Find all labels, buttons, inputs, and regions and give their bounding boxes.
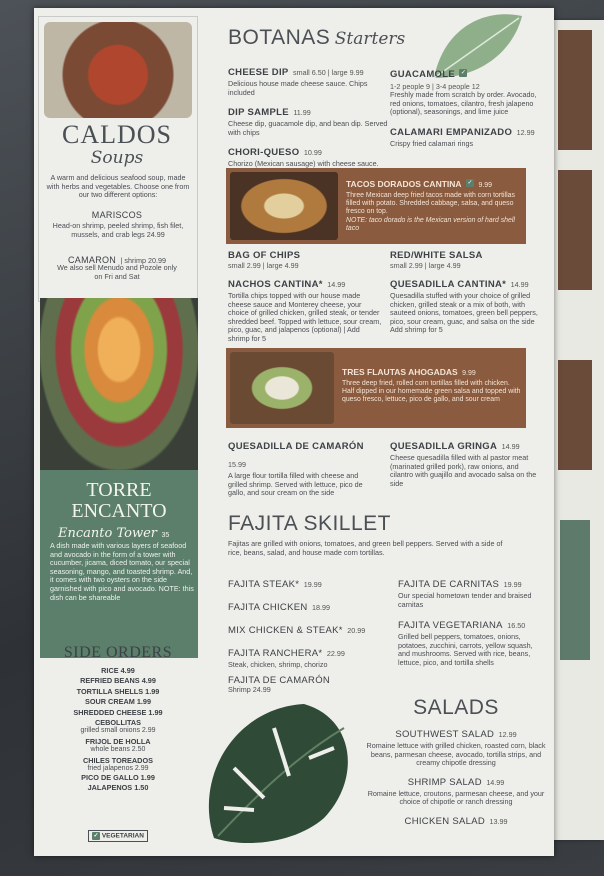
salads-title: SALADS [413, 696, 499, 719]
item-name: SHRIMP SALAD [407, 776, 482, 788]
menu-item [228, 574, 388, 592]
menu-item [366, 772, 546, 807]
item-name: QUESADILLA GRINGA [390, 441, 498, 452]
vegetarian-icon: ✓ [93, 833, 99, 839]
caldos-item-desc: Head-on shrimp, peeled shrimp, fish filet, mussels, and crab legs 24.99 [52, 221, 184, 239]
side-orders-title: SIDE ORDERS [63, 644, 173, 661]
torre-script: Encanto Tower [58, 526, 157, 541]
item-desc: Cheese dip, guacamole dip, and bean dip. Served with chips [228, 119, 388, 137]
caldos-description: A warm and delicious seafood soup, made with herbs and vegetables. Choose one from our two different options: [46, 173, 190, 200]
item-price: 13.99 [489, 816, 508, 826]
botanas-right-list [390, 64, 540, 148]
botanas-title: BOTANAS [228, 26, 331, 49]
side-item: CHILES TOREADOS [82, 756, 153, 766]
side-item: SHREDDED CHEESE 1.99 [73, 707, 163, 717]
botanas-left-list [228, 62, 388, 178]
side-item: PICO DE GALLO 1.99 [81, 773, 155, 783]
item-desc: Freshly made from scratch by order. Avocado, red onions, tomatoes, cilantro, fresh jalapeno (optional), seasonings, and lime juice [390, 90, 537, 117]
side-item: TORTILLA SHELLS 1.99 [76, 686, 160, 696]
item-desc: Romaine lettuce with grilled chicken, roasted corn, black beans, parmesan cheese, avocado, tortilla strips, and creamy chipotle dressing [366, 741, 546, 768]
item-price: 12.99 [498, 730, 517, 739]
item-price: 20.99 [347, 626, 366, 635]
item-price: 14.99 [327, 280, 346, 289]
item-name: QUESADILLA CANTINA* [390, 279, 507, 290]
item-price: 12.99 [516, 127, 535, 137]
menu-item [228, 675, 388, 695]
food-photo [558, 170, 592, 290]
item-desc: Tortilla chips topped with our house made cheese sauce and Monterey cheese, your choice of grilled chicken, grilled steak, or tender shredded beef. Topped with lettuce, sour cream, pico, guac, and jalapenos (optional) | Add shrimp for 5 [228, 291, 382, 343]
vegetarian-legend [88, 830, 148, 842]
item-price: 10.99 [303, 148, 322, 158]
vegetarian-label: VEGETARIAN [101, 832, 144, 840]
menu-item [390, 250, 540, 270]
tacos-photo [230, 172, 338, 240]
side-item: CEBOLLITAS [94, 718, 142, 728]
caldos-item-name: CAMARON [68, 255, 117, 265]
item-name: CHORI-QUESO [228, 147, 300, 159]
item-price: 22.99 [326, 649, 345, 658]
item-name: CHEESE DIP [228, 67, 289, 78]
menu-item [390, 436, 540, 488]
item-price: 9.99 [478, 182, 493, 189]
side-item: RICE 4.99 [101, 666, 135, 675]
flautas-text [342, 362, 522, 405]
vegetarian-icon: ✓ [460, 69, 466, 76]
item-desc: Crispy fried calamari rings [390, 138, 474, 148]
item-price: 19.99 [503, 580, 522, 589]
caldos-script: Soups [90, 148, 144, 168]
item-price: 9.99 [462, 370, 476, 377]
caldos-photo [44, 22, 192, 118]
menu-item [366, 724, 546, 768]
item-price: 1-2 people 9 | 3-4 people 12 [390, 82, 480, 91]
menu-item [366, 811, 546, 829]
menu-item [390, 274, 540, 335]
item-desc: Three Mexican deep fried tacos made with corn tortillas filled with potato. Shredded cabbage, salsa, and queso fresco on top. [346, 192, 515, 216]
caldos-item-name: MARISCOS [91, 210, 143, 220]
item-price: 11.99 [293, 108, 311, 118]
item-desc: Quesadilla stuffed with your choice of grilled chicken, grilled steak or a mix of both, with sauteed onions, tomatoes, green bell peppers, pico, sour cream, guac, and salsa on the side [390, 291, 538, 326]
menu-item [228, 62, 388, 97]
torre-photo [40, 298, 198, 470]
item-note: NOTE: taco dorado is the Mexican version of hard shell taco [346, 216, 515, 232]
item-price: small 2.99 | large 4.99 [228, 261, 299, 270]
item-desc: Three deep fried, rolled corn tortillas filled with chicken. Half dipped in our homemade green salsa and topped with queso fresco, lettuce, pico de gallo, and sour cream [342, 380, 521, 404]
item-name: CHICKEN SALAD [404, 815, 485, 827]
side-item: JALAPENOS 1.50 [87, 783, 149, 793]
item-price: small 6.50 | large 9.99 [293, 68, 364, 77]
item-desc: Grilled bell peppers, tomatoes, onions, potatoes, zucchini, carrots, yellow squash, and mushrooms. Served with rice, beans, lettuce, pico, and tortilla shells [398, 632, 533, 667]
item-price: 19.99 [303, 580, 322, 589]
torre-subtitle [58, 524, 198, 542]
menu-item [228, 597, 388, 615]
fajita-right-list [398, 574, 544, 668]
item-price: 18.99 [311, 603, 330, 612]
item-name: GUACAMOLE [390, 69, 455, 80]
item-desc: Romaine lettuce, croutons, parmesan cheese, and your choice of chipotle or ranch dressing [367, 788, 545, 807]
item-name: SOUTHWEST SALAD [395, 729, 495, 740]
tacos-text [346, 174, 522, 233]
side-item: SOUR CREAM 1.99 [84, 697, 152, 707]
salads-section [366, 696, 546, 829]
caldos-note: We also sell Menudo and Pozole only on Fri and Sat [57, 263, 177, 281]
item-price: 15.99 [228, 460, 246, 469]
torre-description: A dish made with various layers of seafood and avocado in the form of a tower with cucumber, jicama, diced tomato, our special seasoning, mango, and toasted shrimp. And, it comes with two oysters on the side garnished with pico and avocado. NOTE: this dish can be shareable [50, 541, 194, 602]
caldos-item-price: | shrimp 20.99 [120, 256, 166, 265]
item-name: NACHOS CANTINA* [228, 279, 323, 290]
item-price: 14.99 [486, 777, 505, 787]
item-price: small 2.99 | large 4.99 [390, 261, 461, 270]
side-item: FRIJOL DE HOLLA [85, 737, 151, 747]
menu-page [34, 8, 554, 856]
item-desc: Delicious house made cheese sauce. Chips included [228, 79, 368, 97]
menu-item [228, 250, 388, 270]
item-name: FAJITA RANCHERA* [228, 648, 323, 659]
item-name: TRES FLAUTAS AHOGADAS [342, 367, 458, 377]
torre-price: 35 [161, 532, 170, 539]
item-name: DIP SAMPLE [228, 107, 289, 119]
menu-item [228, 436, 376, 498]
next-menu-page [552, 20, 604, 840]
menu-item [228, 620, 388, 638]
item-price: 16.50 [507, 621, 526, 631]
menu-item [228, 643, 388, 670]
item-desc: A large flour tortilla filled with cheese and grilled shrimp. Served with lettuce, pico de gallo, and sour cream on the side [228, 471, 363, 498]
fajita-description: Fajitas are grilled with onions, tomatoes, and green bell peppers. Served with a side of rice, beans, salad, and house made corn tortillas. [228, 539, 503, 557]
food-photo [558, 30, 592, 150]
item-name: TACOS DORADOS CANTINA [346, 179, 462, 189]
menu-item [398, 574, 544, 609]
fajita-section [228, 512, 538, 557]
monstera-leaf-icon [194, 698, 364, 848]
item-name: CALAMARI EMPANIZADO [390, 126, 513, 138]
item-price: 14.99 [510, 280, 529, 289]
menu-item [390, 122, 540, 149]
menu-item [228, 102, 388, 137]
fajita-title: FAJITA SKILLET [228, 512, 392, 535]
item-name: BAG OF CHIPS [228, 250, 301, 261]
item-name: MIX CHICKEN & STEAK* [228, 625, 343, 636]
item-name: FAJITA CHICKEN [228, 602, 308, 613]
food-photo [558, 360, 592, 470]
caldos-title: CALDOS [61, 120, 172, 149]
item-name: FAJITA DE CARNITAS [398, 579, 500, 590]
menu-item [398, 615, 544, 667]
item-name: FAJITA STEAK* [228, 579, 300, 590]
botanas-heading [228, 26, 405, 50]
side-item-sub: whole beans 2.50 [90, 746, 146, 754]
torre-title: TORRE ENCANTO [71, 479, 167, 522]
vegetarian-icon: ✓ [467, 179, 473, 186]
item-name: RED/WHITE SALSA [390, 250, 483, 261]
menu-item [390, 64, 540, 117]
item-desc: Our special hometown tender and braised carnitas [398, 591, 532, 609]
menu-item [228, 274, 382, 344]
botanas-script: Starters [334, 29, 406, 49]
item-desc: Steak, chicken, shrimp, chorizo [228, 660, 328, 669]
item-price: 14.99 [501, 442, 520, 451]
side-orders-section [38, 644, 198, 794]
item-note: Add shrimp for 5 [390, 325, 443, 335]
item-desc: Cheese quesadilla filled with al pastor meat (marinated grilled pork), raw onions, and cilantro with guajillo and avocado salsa on the side [390, 453, 537, 488]
side-item: REFRIED BEANS 4.99 [80, 676, 156, 686]
item-name: QUESADILLA DE CAMARÓN [228, 441, 364, 452]
item-name: FAJITA DE CAMARÓN [228, 674, 331, 686]
side-item-sub: grilled small onions 2.99 [80, 727, 156, 735]
fajita-left-list [228, 574, 388, 694]
item-desc: Shrimp 24.99 [228, 684, 271, 694]
side-item-sub: fried jalapenos 2.99 [87, 765, 149, 773]
item-desc: Chorizo (Mexican sausage) with cheese sauce. [228, 159, 379, 169]
food-photo [560, 520, 590, 660]
item-name: FAJITA VEGETARIANA [398, 620, 503, 632]
flautas-photo [230, 352, 334, 424]
